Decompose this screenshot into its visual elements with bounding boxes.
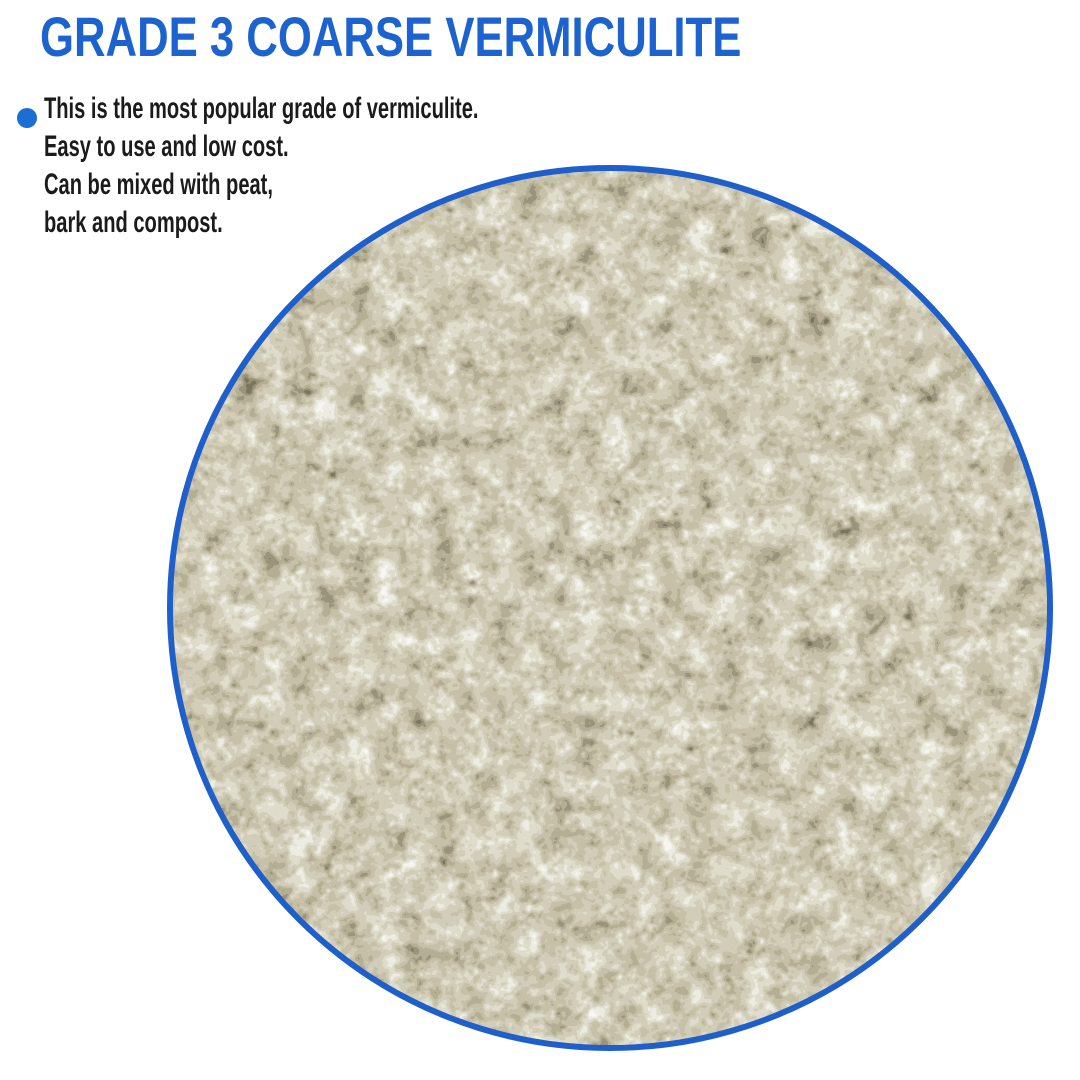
description-line-1: This is the most popular grade of vermiculite. bbox=[44, 92, 479, 125]
description-line-2: Easy to use and low cost. bbox=[44, 130, 289, 163]
description-line-3: Can be mixed with peat, bbox=[44, 168, 273, 201]
bullet-dot-icon bbox=[17, 108, 37, 128]
vermiculite-photo bbox=[167, 165, 1053, 1051]
page-title: GRADE 3 COARSE VERMICULITE bbox=[40, 5, 742, 68]
description-line-4: bark and compost. bbox=[44, 206, 223, 239]
vermiculite-texture bbox=[173, 171, 1047, 1045]
